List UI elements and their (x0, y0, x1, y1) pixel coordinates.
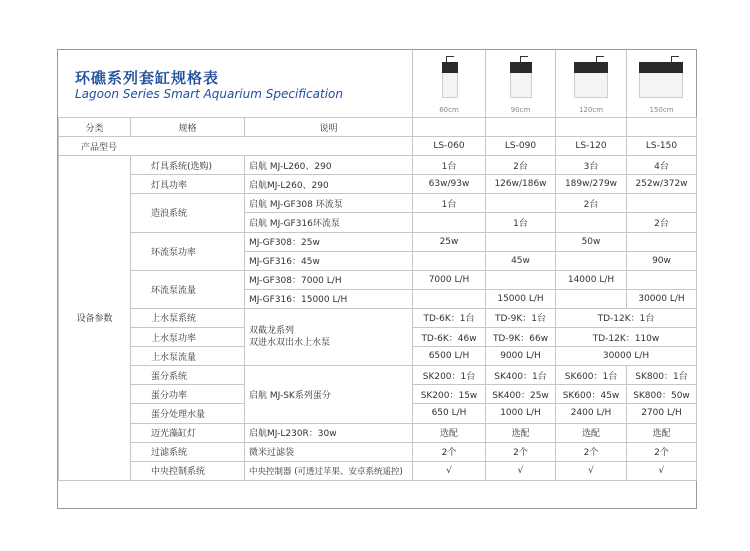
cell: SK400：25w (486, 385, 556, 404)
row-label: 过滤系统 (131, 442, 245, 461)
cell: 45w (486, 251, 556, 270)
row-label: 迈光藻缸灯 (131, 423, 245, 442)
cell (627, 194, 697, 213)
spec-table (58, 117, 697, 481)
header-desc: 说明 (245, 118, 413, 137)
model-value: LS-060 (413, 137, 486, 156)
cell: SK600：45w (556, 385, 627, 404)
row-label: 蛋分系统 (131, 366, 245, 385)
cell: 126w/186w (486, 175, 556, 194)
title-english: Lagoon Series Smart Aquarium Specification (75, 87, 343, 101)
cell: 1000 L/H (486, 404, 556, 423)
cell: 2个 (486, 442, 556, 461)
row-label: 环流泵流量 (131, 270, 245, 308)
row-label: 上水泵系统 (131, 308, 245, 327)
cell: TD-6K：46w (413, 328, 486, 347)
row-desc: MJ-GF316：15000 L/H (245, 289, 413, 308)
cell: 选配 (627, 423, 697, 442)
cell: 1台 (413, 156, 486, 175)
row-desc: 启航 MJ-GF308 环流泵 (245, 194, 413, 213)
cell: 1台 (413, 194, 486, 213)
cell: SK800：1台 (627, 366, 697, 385)
cell (627, 232, 697, 251)
row-label: 蛋分功率 (131, 385, 245, 404)
cell: SK600：1台 (556, 366, 627, 385)
table-header-row (59, 118, 697, 137)
title-chinese: 环礁系列套缸规格表 (75, 69, 220, 87)
cell: SK200：1台 (413, 366, 486, 385)
cell: SK800：50w (627, 385, 697, 404)
cell: 2个 (413, 442, 486, 461)
model-value: LS-090 (486, 137, 556, 156)
check-icon: √ (556, 461, 627, 480)
cell (413, 213, 486, 232)
row-desc: MJ-GF308：25w (245, 232, 413, 251)
model-row-label: 产品型号 (59, 137, 413, 156)
table-row (59, 232, 697, 251)
table-row (59, 194, 697, 213)
cell: TD-6K：1台 (413, 308, 486, 327)
model-value: LS-120 (556, 137, 627, 156)
check-icon: √ (486, 461, 556, 480)
check-icon: √ (627, 461, 697, 480)
row-desc: 启航MJ-L260、290 (245, 175, 413, 194)
header-spec: 规格 (131, 118, 245, 137)
cell: 14000 L/H (556, 270, 627, 289)
table-row (59, 442, 697, 461)
cell: SK400：1台 (486, 366, 556, 385)
cell: 2700 L/H (627, 404, 697, 423)
row-label: 上水泵功率 (131, 328, 245, 347)
cell: 252w/372w (627, 175, 697, 194)
cell (556, 251, 627, 270)
cell (556, 213, 627, 232)
cell (556, 289, 627, 308)
table-row (59, 175, 697, 194)
cell: 9000 L/H (486, 347, 556, 366)
cell: TD-12K：1台 (556, 308, 697, 327)
model-image-cell-60 (412, 50, 485, 117)
row-desc: MJ-GF316：45w (245, 251, 413, 270)
cell: 2个 (627, 442, 697, 461)
table-row (59, 423, 697, 442)
model-image-cell-90 (485, 50, 555, 117)
cell (486, 232, 556, 251)
model-size-90: 90cm (510, 106, 531, 114)
cell (627, 270, 697, 289)
lift-desc-line1: 双截龙系列 (249, 326, 295, 337)
cell: TD-9K：1台 (486, 308, 556, 327)
table-row (59, 308, 697, 327)
row-desc-lift (245, 308, 413, 365)
cell: 2台 (556, 194, 627, 213)
cell: 6500 L/H (413, 347, 486, 366)
lift-desc-line2: 双进水双出水上水泵 (249, 338, 331, 349)
aquarium-60-image (442, 62, 458, 98)
model-value: LS-150 (627, 137, 697, 156)
model-size-60: 60cm (439, 106, 459, 114)
cell: 选配 (486, 423, 556, 442)
cell (413, 289, 486, 308)
model-image-cell-150 (626, 50, 696, 117)
table-row (59, 156, 697, 175)
cell: 63w/93w (413, 175, 486, 194)
cell: 1台 (486, 213, 556, 232)
cell: 30000 L/H (556, 347, 697, 366)
cell: 30000 L/H (627, 289, 697, 308)
cell (486, 194, 556, 213)
row-label: 中央控制系统 (131, 461, 245, 480)
row-label: 上水泵流量 (131, 347, 245, 366)
row-desc: MJ-GF308：7000 L/H (245, 270, 413, 289)
row-desc: 中央控制器 (可透过苹果、安卓系统遥控) (245, 461, 413, 480)
aquarium-90-image (510, 62, 532, 98)
model-image-cell-120 (555, 50, 626, 117)
section-label: 设备参数 (59, 156, 131, 481)
cell: 2台 (486, 156, 556, 175)
cell: 15000 L/H (486, 289, 556, 308)
table-row (59, 366, 697, 385)
aquarium-120-image (574, 62, 608, 98)
cell: 2台 (627, 213, 697, 232)
row-desc: 启航MJ-L230R：30w (245, 423, 413, 442)
cell (413, 251, 486, 270)
cell: 2个 (556, 442, 627, 461)
model-size-150: 150cm (649, 106, 674, 114)
cell: 90w (627, 251, 697, 270)
row-desc-skim: 启航 MJ-SK系列蛋分 (245, 366, 413, 423)
row-label: 灯具系统(选购) (131, 156, 245, 175)
cell (486, 270, 556, 289)
cell: 2400 L/H (556, 404, 627, 423)
header-category: 分类 (59, 118, 131, 137)
row-label: 造浪系统 (131, 194, 245, 232)
table-row (59, 270, 697, 289)
table-row (59, 461, 697, 480)
cell: 4台 (627, 156, 697, 175)
check-icon: √ (413, 461, 486, 480)
cell: SK200：15w (413, 385, 486, 404)
cell: TD-12K：110w (556, 328, 697, 347)
cell: 选配 (413, 423, 486, 442)
spec-sheet (57, 49, 697, 509)
row-label: 蛋分处理水量 (131, 404, 245, 423)
aquarium-150-image (639, 62, 683, 98)
cell: TD-9K：66w (486, 328, 556, 347)
row-desc: 微米过滤袋 (245, 442, 413, 461)
row-label: 灯具功率 (131, 175, 245, 194)
cell: 7000 L/H (413, 270, 486, 289)
row-desc: 启航 MJ-L260、290 (245, 156, 413, 175)
cell: 50w (556, 232, 627, 251)
row-desc: 启航 MJ-GF316环流泵 (245, 213, 413, 232)
cell: 3台 (556, 156, 627, 175)
table-row (59, 137, 697, 156)
row-label: 环流泵功率 (131, 232, 245, 270)
cell: 选配 (556, 423, 627, 442)
sheet-header (58, 50, 696, 117)
model-size-120: 120cm (578, 106, 604, 114)
cell: 25w (413, 232, 486, 251)
cell: 650 L/H (413, 404, 486, 423)
cell: 189w/279w (556, 175, 627, 194)
